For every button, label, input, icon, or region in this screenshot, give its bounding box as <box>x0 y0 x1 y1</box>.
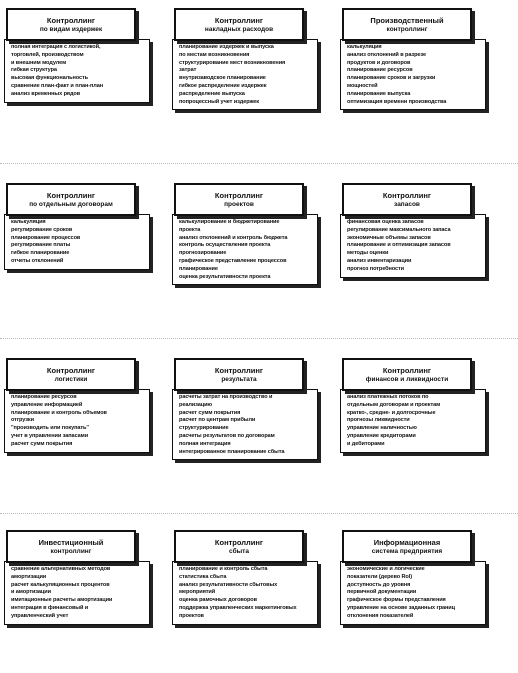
list-item: управленческий учет <box>11 612 69 619</box>
list-item: управление наличностью <box>347 425 417 432</box>
card-header <box>342 358 472 391</box>
card-subtitle: по отдельным договорам <box>29 200 113 208</box>
card-header <box>342 530 472 563</box>
list-item: планирование издержек и выпуска <box>179 44 274 50</box>
card-title: Инвестиционный <box>38 537 104 547</box>
list-item: регулирование максимального запаса <box>347 226 451 233</box>
list-item: методы оценки <box>347 250 389 257</box>
card-list <box>4 561 150 625</box>
list-item: и внешним модулем <box>11 59 67 66</box>
list-item: учет в управлении запасами <box>11 432 89 439</box>
card-list <box>172 39 318 110</box>
list-item: анализ временных рядов <box>11 90 81 97</box>
list-item: планирование процессов <box>11 234 81 241</box>
card-header <box>342 8 472 41</box>
card-title: Контроллинг <box>214 15 264 25</box>
list-item: прогнозы ликвидности <box>347 417 410 424</box>
list-item: проектов <box>179 612 204 619</box>
list-item: первичной документации <box>347 589 417 596</box>
list-item: отдельным договорам и проектам <box>347 401 441 408</box>
card-title: Контроллинг <box>46 15 96 25</box>
list-item: сравнение план-факт и план-план <box>11 82 104 89</box>
card-list <box>172 389 318 460</box>
list-item: отгрузки <box>11 417 34 424</box>
card-list <box>340 389 486 453</box>
card-subtitle: результата <box>221 375 257 383</box>
list-item: мощностей <box>347 82 378 89</box>
list-item: прогноз потребности <box>347 265 405 272</box>
list-item: отчеты отклонений <box>11 257 64 264</box>
list-item: поддержка управленческих маркетинговых <box>179 604 297 611</box>
card-header <box>6 183 136 216</box>
list-item: внутризаводское планирование <box>179 75 266 82</box>
divider <box>0 338 518 339</box>
divider <box>0 513 518 514</box>
list-item: амортизации <box>11 573 47 580</box>
card-header <box>174 358 304 391</box>
card-header <box>174 183 304 216</box>
list-item: затрат <box>179 67 197 74</box>
list-item: полная интеграция с логистикой, <box>11 44 101 50</box>
card-subtitle: система предприятия <box>371 547 443 555</box>
card-header <box>174 8 304 41</box>
card-list <box>172 214 318 285</box>
list-item: распределение выпуска <box>179 90 245 97</box>
list-item: отклонения показателей <box>347 612 414 619</box>
list-item: регулирование сроков <box>11 226 73 233</box>
list-item: экономичные объемы запасов <box>347 234 431 241</box>
list-item: показатели (дерево RoI) <box>347 573 412 580</box>
list-item: расчеты результатов по договорам <box>179 432 275 439</box>
list-item: интегрированное планирование сбыта <box>179 448 285 455</box>
card-title: Контроллинг <box>214 190 264 200</box>
list-item: оценка результативности проекта <box>179 273 271 280</box>
card-list <box>172 561 318 625</box>
list-item: структурирование <box>179 425 229 432</box>
list-item: и дебиторами <box>347 440 385 447</box>
list-item: анализ инвентаризации <box>347 257 412 264</box>
card-subtitle: логистики <box>54 375 88 383</box>
list-item: продуктов и договоров <box>347 59 411 66</box>
list-item: прогнозирование <box>179 250 227 257</box>
card-list <box>4 389 150 453</box>
list-item: статистика сбыта <box>179 573 227 580</box>
list-item: анализ платежных потоков по <box>347 394 429 400</box>
card-subtitle: накладных расходов <box>204 25 274 33</box>
list-item: мероприятий <box>179 589 216 596</box>
card-title: Контроллинг <box>382 365 432 375</box>
card-list <box>340 561 486 625</box>
list-item: интеграция в финансовый и <box>11 604 89 611</box>
list-item: расчет сумм покрытия <box>179 409 241 416</box>
list-item: гибкое планирование <box>11 250 70 257</box>
card-header <box>6 358 136 391</box>
card-subtitle: проектов <box>224 200 254 208</box>
list-item: планирование <box>179 265 218 272</box>
list-item: графическое формы представления <box>347 597 446 604</box>
list-item: контроль осуществления проекта <box>179 242 271 249</box>
list-item: проекта <box>179 226 201 233</box>
list-item: реализацию <box>179 401 213 408</box>
list-item: управление на основе заданных границ <box>347 604 455 611</box>
card-title: Информационная <box>373 537 441 547</box>
card-list <box>4 39 150 103</box>
list-item: торговлей, производством <box>11 51 84 58</box>
list-item: анализ результативности сбытовых <box>179 581 278 588</box>
list-item: финансовая оценка запасов <box>347 219 424 225</box>
divider <box>0 163 518 164</box>
list-item: планирование и контроль объемов <box>11 409 107 416</box>
list-item: планирование ресурсов <box>11 394 77 400</box>
card-list <box>4 214 150 270</box>
card-title: Контроллинг <box>214 365 264 375</box>
card-subtitle: контроллинг <box>386 25 428 33</box>
card-header <box>6 8 136 41</box>
list-item: калькуляция <box>11 219 46 225</box>
list-item: планирование ресурсов <box>347 67 413 74</box>
card-header <box>342 183 472 216</box>
card-title: Контроллинг <box>46 190 96 200</box>
list-item: попроцессный учет издержек <box>179 98 259 105</box>
card-header <box>174 530 304 563</box>
list-item: доступность до уровня <box>347 581 411 588</box>
list-item: планирование сроков и загрузки <box>347 75 436 82</box>
list-item: расчеты затрат на производство и <box>179 394 273 400</box>
list-item: графическое представление процессов <box>179 257 287 264</box>
list-item: гибкая структура <box>11 67 57 74</box>
card-title: Контроллинг <box>46 365 96 375</box>
card-title: Контроллинг <box>382 190 432 200</box>
list-item: оценка рамочных договоров <box>179 597 257 604</box>
list-item: управление информацией <box>11 401 83 408</box>
list-item: анализ отклонений и контроль бюджета <box>179 234 288 241</box>
list-item: планирование выпуска <box>347 90 411 97</box>
list-item: гибкое распределение издержек <box>179 82 267 89</box>
list-item: калькуляция <box>347 44 382 50</box>
list-item: экономические и логические <box>347 566 425 572</box>
list-item: имитационные расчеты амортизации <box>11 597 113 604</box>
list-item: анализ отклонений в разрезе <box>347 51 427 58</box>
list-item: по местам возникновения <box>179 51 250 58</box>
card-subtitle: сбыта <box>229 547 249 555</box>
list-item: структурирование мест возникновения <box>179 59 286 66</box>
list-item: расчет по центрам прибыли <box>179 417 256 424</box>
list-item: расчет калькуляционных процентов <box>11 581 110 588</box>
card-list <box>340 39 486 110</box>
list-item: калькулирование и бюджетирование <box>179 219 280 225</box>
card-list <box>340 214 486 278</box>
list-item: планирование и контроль сбыта <box>179 566 268 572</box>
card-subtitle: финансов и ликвидности <box>365 375 449 383</box>
list-item: кратко-, средне- и долгосрочные <box>347 409 436 416</box>
card-subtitle: запасов <box>394 200 420 208</box>
list-item: сравнение альтернативных методов <box>11 566 111 572</box>
list-item: полная интеграция <box>179 440 231 447</box>
card-subtitle: по видам издержек <box>39 25 103 33</box>
list-item: расчет сумм покрытия <box>11 440 73 447</box>
card-subtitle: контроллинг <box>50 547 92 555</box>
card-title: Производственный <box>370 15 444 25</box>
list-item: оптимизация времени производства <box>347 98 447 105</box>
list-item: и амортизации <box>11 589 51 596</box>
list-item: управление кредиторами <box>347 432 416 439</box>
list-item: "производить или покупать" <box>11 425 89 432</box>
list-item: планирование и оптимизация запасов <box>347 242 451 249</box>
card-header <box>6 530 136 563</box>
card-title: Контроллинг <box>214 537 264 547</box>
list-item: регулирование платы <box>11 242 71 249</box>
list-item: высокая функциональность <box>11 75 88 82</box>
